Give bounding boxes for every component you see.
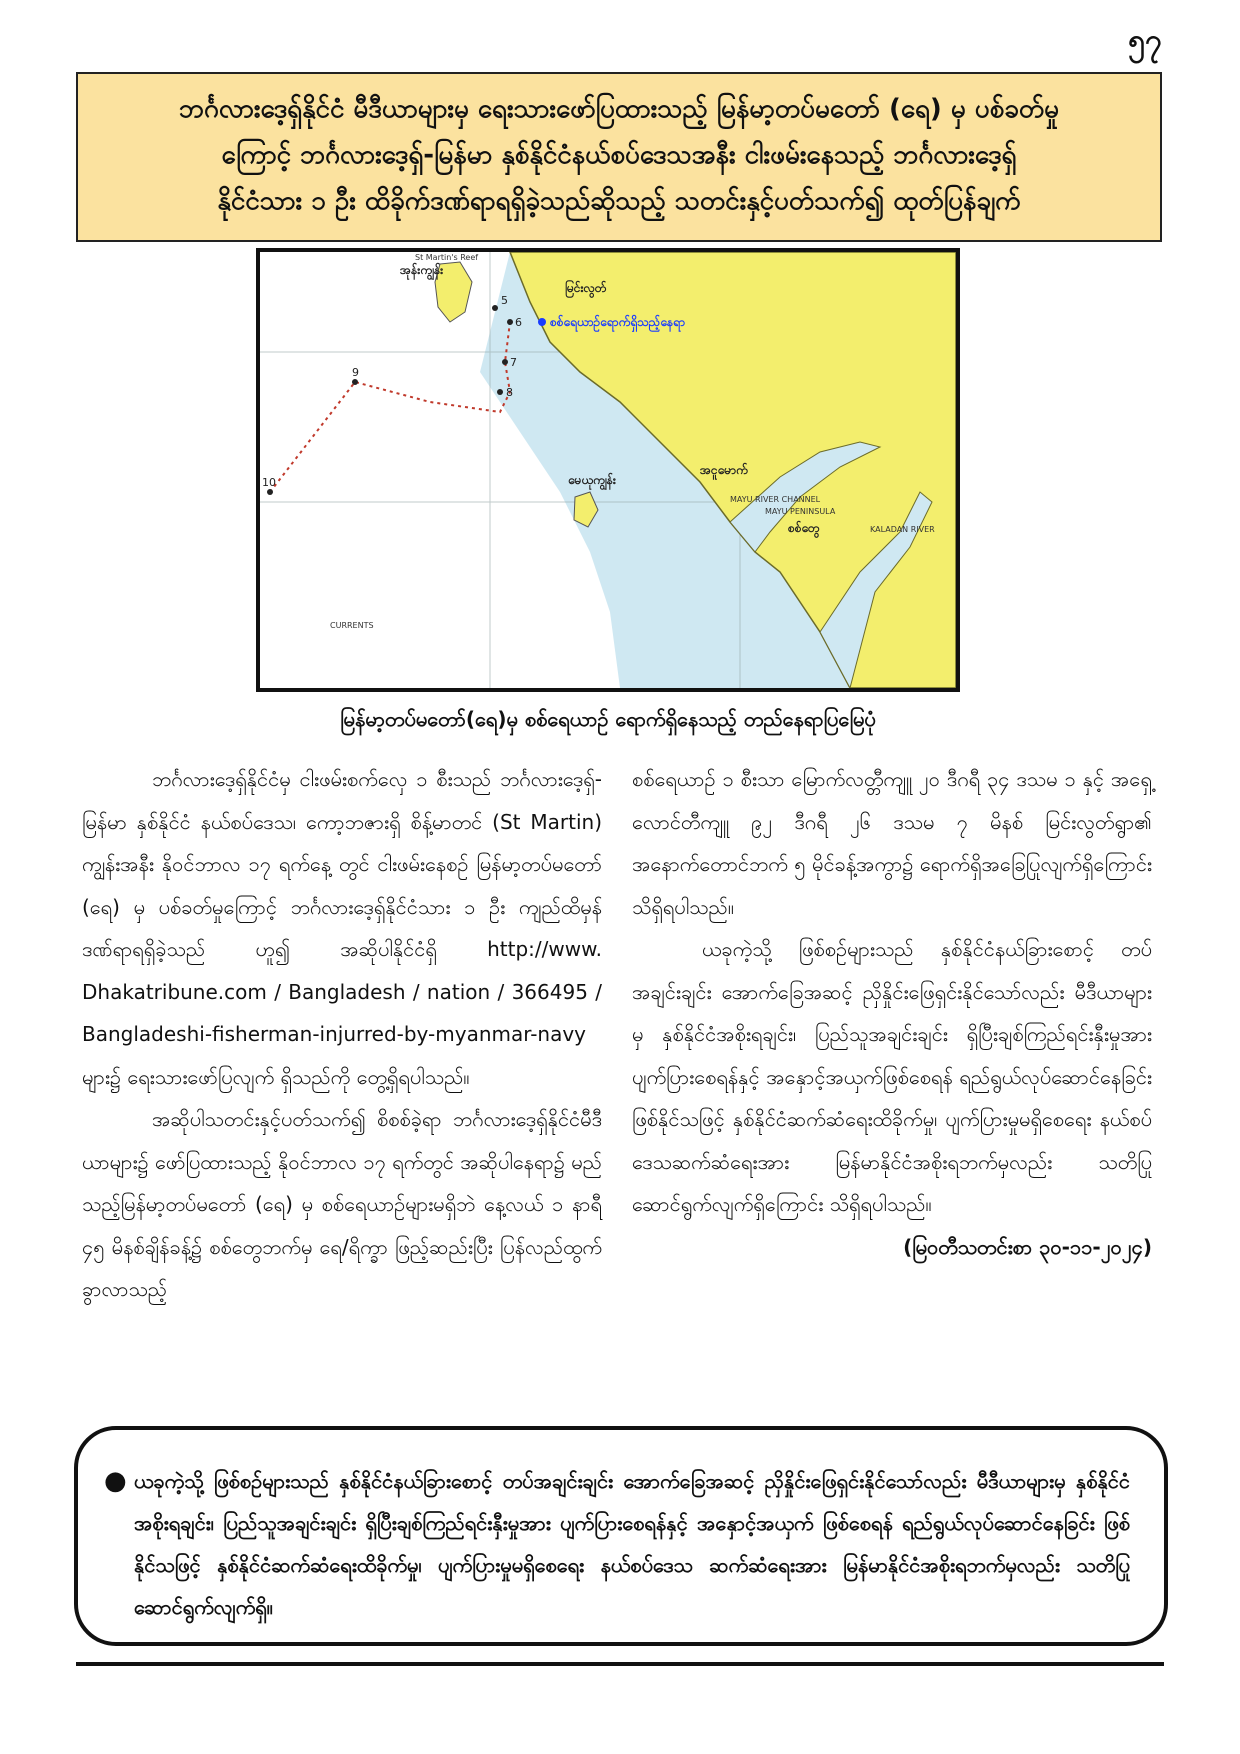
map-caption: မြန်မာ့တပ်မတော်(ရေ)မှ စစ်ရေယာဉ် ရောက်ရှိနေသည့် တည်နေရာပြမြေပုံ	[340, 707, 876, 731]
body-paragraph-2: အဆိုပါသတင်းနှင့်ပတ်သက်၍ စိစစ်ခဲ့ရာ ဘင်္ဂလားဒေ့ရှ်နိုင်ငံမီဒီယာများ၌ ဖော်ပြထားသည့် နိုဝင်ဘာလ ၁၇ ရက်တွင် အဆိုပါနေရာ၌ မည်သည့်မြန်မာ့တပ်မတော် (ရေ) မှ စစ်ရေယာဉ်များမရှိဘဲ နေ့လယ် ၁ နာရီ ၄၅ မိနစ်ချိန်ခန့်၌ စစ်တွေဘက်မှ ရေ/ရိက္ခာ ဖြည့်ဆည်းပြီး ပြန်လည်ထွက်ခွာလာသည့်	[82, 1107, 602, 1301]
waypoint-label-8: 8	[506, 386, 513, 399]
label-kaladan: KALADAN RIVER	[870, 525, 935, 534]
page-number: ၅၇	[1128, 23, 1162, 58]
waypoint-label-6: 6	[515, 316, 522, 329]
ship-location-marker	[538, 318, 546, 326]
nautical-map	[256, 248, 960, 692]
title-line-3: နိုင်ငံသား ၁ ဦး ထိခိုက်ဒဏ်ရာရရှိခဲ့သည်ဆိုသည့် သတင်းနှင့်ပတ်သက်၍ ထုတ်ပြန်ချက်	[217, 186, 1021, 216]
waypoint-7	[502, 359, 508, 365]
waypoint-10	[267, 489, 273, 495]
waypoint-label-9: 9	[352, 366, 359, 379]
title-line-1: ဘင်္ဂလားဒေ့ရှ်နိုင်ငံ မီဒီယာများမှ ရေးသားဖော်ပြထားသည့် မြန်မာ့တပ်မတော် (ရေ) မှ ပစ်ခတ်မှု	[178, 94, 1060, 124]
label-martin-reef: St Martin's Reef	[415, 253, 479, 262]
body-column-left	[82, 758, 602, 1311]
body-paragraph-4: ယခုကဲ့သို့ ဖြစ်စဉ်များသည် နှစ်နိုင်ငံနယ်ခြားစောင့် တပ်အချင်းချင်း အောက်ခြေအဆင့် ညှိနှိုင်းဖြေရှင်းနိုင်သော်လည်း မီဒီယာများမှ နှစ်နိုင်ငံအစိုးရချင်း၊ ပြည်သူအချင်းချင်း ရှိပြီးချစ်ကြည်ရင်းနှီးမှုအား ပျက်ပြားစေရန်နှင့် အနှောင့်အယှက်ဖြစ်စေရန် ရည်ရွယ်လုပ်ဆောင်နေခြင်းဖြစ်နိုင်သဖြင့် နှစ်နိုင်ငံဆက်ဆံရေးထိခိုက်မှု၊ ပျက်ပြားမှုမရှိစေရေး နယ်စပ်ဒေသဆက်ဆံရေးအား မြန်မာနိုင်ငံအစိုးရဘက်မှလည်း သတိပြုဆောင်ရွက်လျက်ရှိကြောင်း သိရှိရပါသည်။	[632, 937, 1152, 1216]
summary-note-box	[74, 1426, 1168, 1646]
label-town-mid: အငူမောက်	[700, 463, 748, 477]
title-box	[76, 72, 1162, 242]
ship-location-label: စစ်ရေယာဉ်ရောက်ရှိသည့်နေရာ	[550, 315, 685, 329]
map-svg	[260, 252, 956, 688]
waypoint-label-7: 7	[510, 356, 517, 369]
summary-note-text: ယခုကဲ့သို့ ဖြစ်စဉ်များသည် နှစ်နိုင်ငံနယ်ခြားစောင့် တပ်အချင်းချင်း အောက်ခြေအဆင့် ညှိနှိုင်းဖြေရှင်းနိုင်သော်လည်း မီဒီယာများမှ နှစ်နိုင်ငံအစိုးရချင်း၊ ပြည်သူအချင်းချင်း ရှိပြီးချစ်ကြည်ရင်းနှီးမှုအား ပျက်ပြားစေရန်နှင့် အနှောင့်အယှက် ဖြစ်စေရန် ရည်ရွယ်လုပ်ဆောင်နေခြင်း ဖြစ်နိုင်သဖြင့် နှစ်နိုင်ငံဆက်ဆံရေးထိခိုက်မှု၊ ပျက်ပြားမှုမရှိစေရေး နယ်စပ်ဒေသ ဆက်ဆံရေးအား မြန်မာနိုင်ငံအစိုးရဘက်မှလည်း သတိပြုဆောင်ရွက်လျက်ရှိ။	[134, 1469, 1130, 1619]
bottom-rule	[76, 1662, 1164, 1666]
body-paragraph-3: စစ်ရေယာဉ် ၁ စီးသာ မြောက်လတ္တီကျူ ၂၀ ဒီဂရီ ၃၄ ဒသမ ၁ နှင့် အရှေ့လောင်တီကျူ ၉၂ ဒီဂရီ ၂၆ ဒသမ ၇ မိနစ် မြင်းလွတ်ရွာ၏ အနောက်တောင်ဘက် ၅ မိုင်ခန့်အကွာ၌ ရောက်ရှိအခြေပြုလျက်ရှိကြောင်း သိရှိရပါသည်။	[632, 767, 1152, 919]
waypoint-6	[507, 319, 513, 325]
waypoint-label-10: 10	[262, 476, 276, 489]
bullet-icon: ●	[104, 1466, 127, 1496]
island-mayu	[574, 492, 598, 527]
waypoint-5	[492, 305, 498, 311]
body-column-right	[632, 758, 1152, 1268]
label-sittwe: စစ်တွေ	[788, 521, 820, 535]
label-town-coast: မြင်းလွတ်	[565, 281, 607, 295]
label-peninsula: MAYU PENINSULA	[765, 507, 836, 516]
title-line-2: ကြောင့် ဘင်္ဂလားဒေ့ရှ်-မြန်မာ နှစ်နိုင်ငံနယ်စပ်ဒေသအနီး ငါးဖမ်းနေသည့် ဘင်္ဂလားဒေ့ရှ်	[221, 140, 1017, 170]
waypoint-9	[352, 379, 358, 385]
label-island-bottom: မေယုကျွန်း	[568, 473, 616, 487]
body-paragraph-1: ဘင်္ဂလားဒေ့ရှ်နိုင်ငံမှ ငါးဖမ်းစက်လှေ ၁ စီးသည် ဘင်္ဂလားဒေ့ရှ်-မြန်မာ နှစ်နိုင်ငံ နယ်စပ်ဒေသ၊ ကော့ဘဇားရှိ စိန့်မာတင် (St Martin) ကျွန်းအနီး နိုဝင်ဘာလ ၁၇ ရက်နေ့ တွင် ငါးဖမ်းနေစဉ် မြန်မာ့တပ်မတော် (ရေ) မှ ပစ်ခတ်မှုကြောင့် ဘင်္ဂလားဒေ့ရှ်နိုင်ငံသား ၁ ဦး ကျည်ထိမှန် ဒဏ်ရာရရှိခဲ့သည် ဟူ၍ အဆိုပါနိုင်ငံရှိ http://www. Dhakatribune.com / Bangladesh / nation / 366495 / Bangladeshi-fisherman-injurred-by-myanmar-navy များ၌ ရေးသားဖော်ပြလျက် ရှိသည်ကို တွေ့ရှိရပါသည်။	[82, 767, 602, 1089]
waypoint-label-5: 5	[501, 294, 508, 307]
waypoint-8	[497, 389, 503, 395]
label-currents: CURRENTS	[330, 621, 374, 630]
label-island-top: အုန်းကျွန်း	[400, 263, 444, 277]
label-mayu-river: MAYU RIVER CHANNEL	[730, 495, 821, 504]
news-source: (မြဝတီသတင်းစာ ၃၀-၁၁-၂၀၂၄)	[903, 1234, 1152, 1259]
